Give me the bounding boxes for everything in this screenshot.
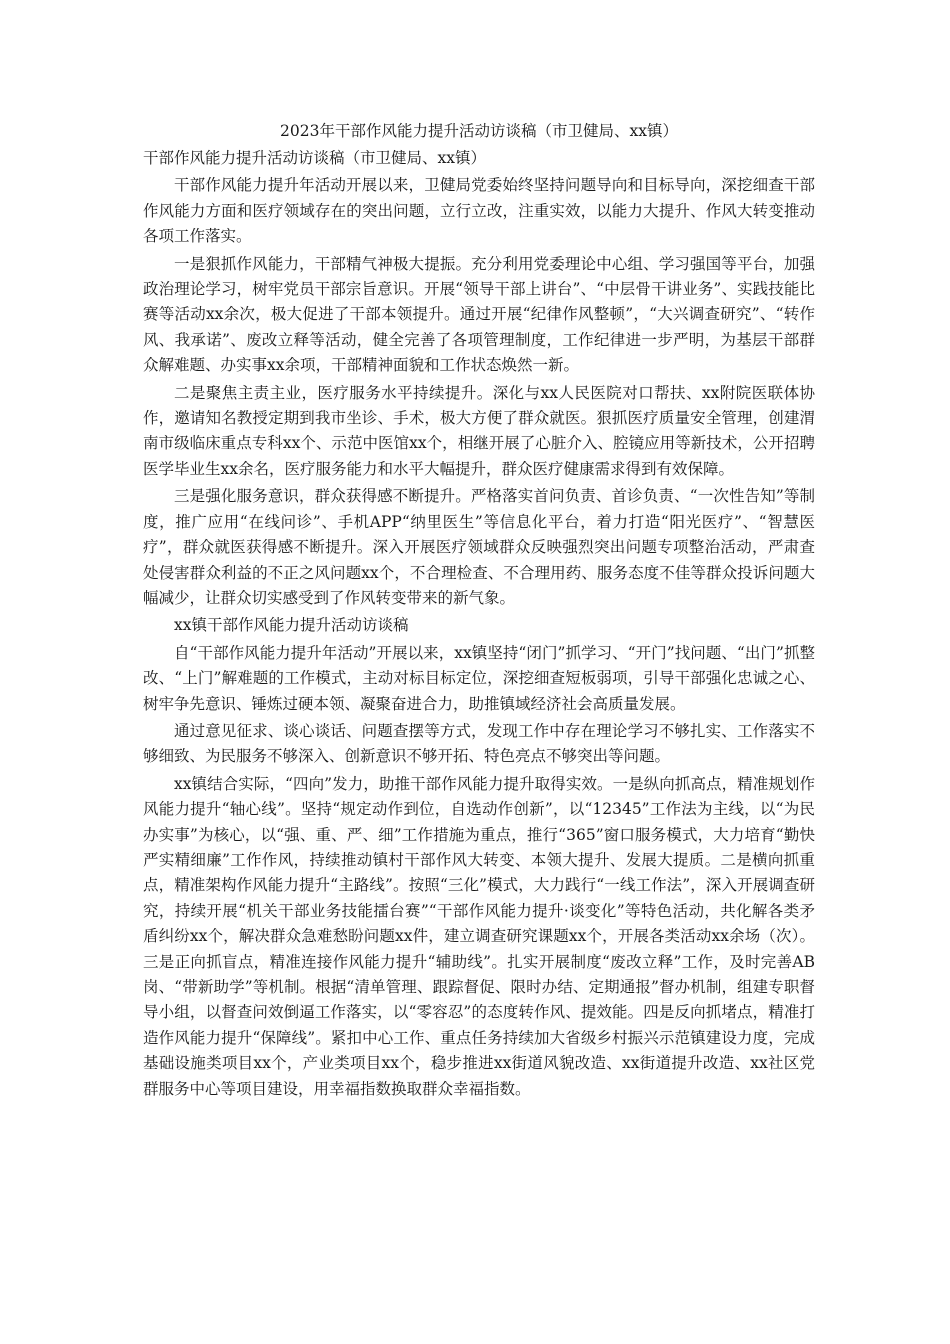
paragraph-town-measures: xx镇结合实际，“四向”发力，助推干部作风能力提升取得实效。一是纵向抓高点，精准规划作风能力提升“轴心线”。坚持“规定动作到位，自选动作创新”，以“12345”工作法为主线，以“为民办实事”为核心，以“强、重、严、细”工作措施为重点，推行“365”窗口服务模式，大力培育“勤快严实精细廉”工作作风，持续推动镇村干部作风大转变、本领大提升、发展大提质。二是横向抓重点，精准架构作风能力提升“主路线”。按照“三化”模式，大力践行“一线工作法”，深入开展调查研究，持续开展“机关干部业务技能擂台赛”“干部作风能力提升·谈变化”等特色活动，共化解各类矛盾纠纷xx个，解决群众急难愁盼问题xx件，建立调查研究课题xx个，开展各类活动xx余场（次）。三是正向抓盲点，精准连接作风能力提升“辅助线”。扎实开展制度“废改立释”工作，及时完善AB岗、“带新助学”等机制。根据“清单管理、跟踪督促、限时办结、定期通报”督办机制，组建专职督导小组，以督查问效倒逼工作落实，以“零容忍”的态度转作风、提效能。四是反向抓堵点，精准打造作风能力提升“保障线”。紧扣中心工作、重点任务持续加大省级乡村振兴示范镇建设力度，完成基础设施类项目xx个，产业类项目xx个，稳步推进xx街道风貌改造、xx街道提升改造、xx社区党群服务中心等项目建设，用幸福指数换取群众幸福指数。 — [143, 774, 815, 1098]
section-heading-health-bureau: 干部作风能力提升活动访谈稿（市卫健局、xx镇） — [143, 149, 486, 167]
paragraph-intro: 干部作风能力提升年活动开展以来，卫健局党委始终坚持问题导向和目标导向，深挖细查干部作风能力方面和医疗领域存在的突出问题，立行立改，注重实效，以能力大提升、作风大转变推动各项工作落实。 — [143, 176, 815, 246]
document-title: 2023年干部作风能力提升活动访谈稿（市卫健局、xx镇） — [280, 122, 678, 140]
paragraph-town-intro: 自“干部作风能力提升年活动”开展以来，xx镇坚持“闭门”抓学习、“开门”找问题、“出门”抓整改、“上门”解难题的工作模式，主动对标目标定位，深挖细查短板弱项，引导干部强化忠诚之心、树牢争先意识、锤炼过硬本领、凝聚奋进合力，助推镇域经济社会高质量发展。 — [143, 643, 815, 713]
document-body — [143, 120, 815, 1104]
paragraph-point-three: 三是强化服务意识，群众获得感不断提升。严格落实首问负责、首诊负责、“一次性告知”等制度，推广应用“在线问诊”、手机APP“纳里医生”等信息化平台，着力打造“阳光医疗”、“智慧医疗”，群众就医获得感不断提升。深入开展医疗领域群众反映强烈突出问题专项整治活动，严肃查处侵害群众利益的不正之风问题xx个，不合理检查、不合理用药、服务态度不佳等群众投诉问题大幅减少，让群众切实感受到了作风转变带来的新气象。 — [143, 487, 815, 607]
section-heading-town: xx镇干部作风能力提升活动访谈稿 — [174, 616, 409, 635]
paragraph-point-one: 一是狠抓作风能力，干部精气神极大提振。充分利用党委理论中心组、学习强国等平台，加强政治理论学习，树牢党员干部宗旨意识。开展“领导干部上讲台”、“中层骨干讲业务”、实践技能比赛等活动xx余次，极大促进了干部本领提升。通过开展“纪律作风整顿”，“大兴调查研究”、“转作风、我承诺”、废改立释等活动，健全完善了各项管理制度，工作纪律进一步严明，为基层干部群众解难题、办实事xx余项，干部精神面貌和工作状态焕然一新。 — [143, 254, 815, 375]
paragraph-point-two: 二是聚焦主责主业，医疗服务水平持续提升。深化与xx人民医院对口帮扶、xx附院医联体协作，邀请知名教授定期到我市坐诊、手术，极大方便了群众就医。狠抓医疗质量安全管理，创建渭南市级临床重点专科xx个、示范中医馆xx个，相继开展了心脏介入、腔镜应用等新技术，公开招聘医学毕业生xx余名，医疗服务能力和水平大幅提升，群众医疗健康需求得到有效保障。 — [143, 383, 815, 478]
paragraph-town-problems: 通过意见征求、谈心谈话、问题查摆等方式，发现工作中存在理论学习不够扎实、工作落实不够细致、为民服务不够深入、创新意识不够开拓、特色亮点不够突出等问题。 — [143, 721, 815, 766]
